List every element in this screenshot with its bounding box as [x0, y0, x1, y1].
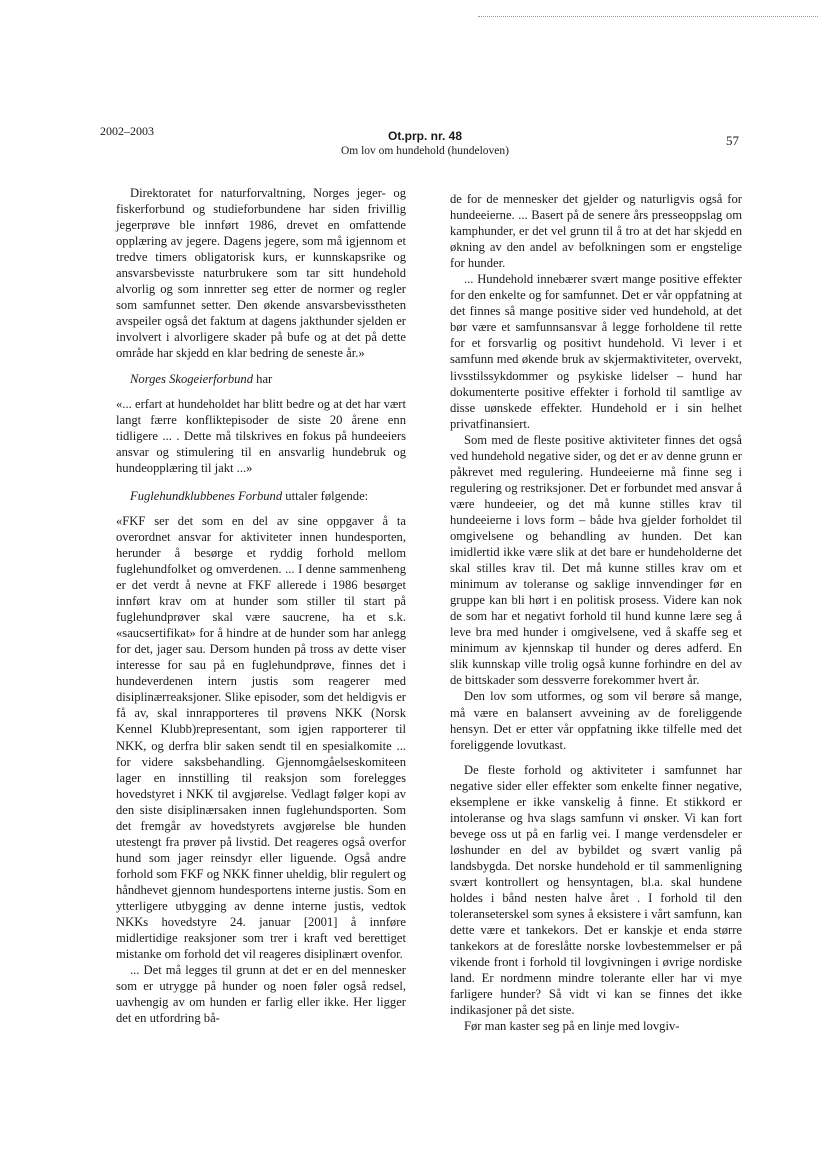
organization-name: Norges Skogeierforbund: [130, 371, 254, 386]
paragraph: ... Hundehold innebærer svært mange positive effekter for den enkelte og for samfunnet. Det er vår oppfatning at det finnes så mange positive sider ved hundehold, at det bør være et samfunnsansvar å legge forholdene til rette for et forsvarlig og positivt hundehold. Vi lever i et samfunn med økende bruk av skjermaktiviteter, overvekt, livsstilssykdommer og psykiske lidelser – hund har dokumenterte positive effekter i forhold til samtlige av disse uønskede effekter. Hundehold er i sin helhet privatfinansiert.: [450, 272, 742, 431]
session-years: 2002–2003: [100, 124, 154, 138]
paragraph: de for de mennesker det gjelder og naturligvis også for hundeeierne. ... Basert på de senere års presseoppslag om kamphunder, er det vel grunn til å tro at det har skjedd en økning av den andel av befolkningen som er engstelige for hunder.: [450, 192, 742, 271]
paragraph: Direktoratet for naturforvaltning, Norges jeger- og fiskerforbund og studieforbundene har siden frivillig jegerprøve ble innført 1986, drevet en omfattende opplæring av jegere. Dagens jegere, som må igjennom et tredve timers obligatorisk kurs, er kunnskapsrike og ansvarsbevisste naturbrukere som tar sitt hundehold alvorlig og som innretter seg etter de normer og regler som samfunnet setter. Den økende ansvarsbevisstheten avspeiler også det faktum at dagens jakthunder sjelden er involvert i alvorligere skader på bufe og at det på dette område har skjedd en klar bedring de seneste år.»: [116, 186, 406, 361]
page-number: 57: [726, 133, 739, 148]
paragraph-text: uttaler følgende:: [282, 488, 369, 503]
scan-artifact-line: [478, 16, 818, 17]
paragraph: Den lov som utformes, og som vil berøre så mange, må være en balansert avveining av de foreliggende hensyn. Det er etter vår oppfatning ikke tilfelle med det foreliggende lovutkast.: [450, 689, 742, 752]
document-title: Ot.prp. nr. 48: [387, 129, 462, 143]
quotation: «... erfart at hundeholdet har blitt bedre og at det har vært langt færre konfliktepisoder de siste 20 årene enn tidligere ... . Dette må tilskrives en fokus på hundeeiers ansvar og stimulering til en ansvarlig hundebruk og hundeopplæring til jakt ...»: [116, 396, 406, 475]
document-subtitle: Om lov om hundehold (hundeloven): [340, 145, 509, 157]
paragraph: [116, 488, 406, 504]
paragraph: Som med de fleste positive aktiviteter finnes det også ved hundehold negative sider, og det er av denne grunn er påkrevet med regulering. Hundeeierne må finne seg i regulering og restriksjoner. Det er forbundet med ansvar å være hundeeier, og det må kunne stilles krav til hundeeierne i lovs form – både hva gjelder forholdet til omgivelsene og behandling av hunden. Det kan imidlertid ikke være slik at det bare er hundeholderne det skal stilles krav til. Det må kunne stilles krav om et minimum av toleranse og saklige innvendinger før en gruppe kan bli hørt i en politisk prosess. Videre kan nok de som har et negativt forhold til hund kunne lære seg å leve bra med hunder i omgivelsene, ved å skaffe seg et minimum av kjennskap til hunder og deres adferd. En slik kunnskap ville trolig også kunne forhindre en del av de bittskader som dessverre forekommer hvert år.: [450, 432, 743, 688]
left-column: [116, 185, 406, 1026]
paragraph: ... Det må legges til grunn at det er en del mennesker som er utrygge på hunder og noen føler også redsel, uavhengig av om hunden er farlig eller ikke. Her ligger det en utfordring bå-: [116, 963, 406, 1026]
quotation: «FKF ser det som en del av sine oppgaver å ta overordnet ansvar for aktiviteter innen hundesporten, herunder å besørge et ryddig forhold mellom fuglehundfolket og omverdenen. ... I denne sammenheng er det verdt å nevne at FKF allerede i 1986 besørget innført krav om at hunder som stiller til start på fuglehundprøver skal være saucrene, ha et s.k. «saucsertifikat» for å hindre at de hunder som har anlegg for det, jager sau. Dersom hunden på tross av dette viser interesse for sau på en fuglehundprøve, finnes det i hundeverdenen intern justis som reagerer med disiplinærreaksjoner. Slike episoder, som det heldigvis er få av, skal innrapporteres til prøvens NKK (Norsk Kennel Klubb)representant, som igjen rapporterer til NKK, og derfra blir saken sendt til en spesialkomite ... for videre saksbehandling. Gjennomgåelseskomiteen lager en innstilling til reaksjon som forelegges hovedstyret i NKK til avgjørelse. Vedlagt følger kopi av den siste disiplinærsaken innen fuglehundsporten. Som det fremgår av hovedstyrets avgjørelse ble hunden utestengt fra prøver på livstid. Det reageres også overfor hund som jager reinsdyr eller liguende. Også andre forhold som FKF og NKK finner uheldig, blir regulert og håndhevet gjennom hundesportens interne justis. Som en ytterligere utbygging av denne interne justis, vedtok NKKs hovedstyre 24. januar [2001] å innføre midlertidige reaksjoner som trer i kraft ved berettiget mistanke om forhold det vil reageres disiplinært ovenfor.: [116, 513, 406, 962]
running-header: [300, 129, 550, 159]
right-column: [450, 191, 742, 1034]
organization-name: Fuglehundklubbenes Forbund: [130, 488, 283, 503]
paragraph: [116, 371, 406, 387]
paragraph: Før man kaster seg på en linje med lovgiv-: [464, 1019, 680, 1034]
paragraph-text: har: [253, 371, 273, 386]
paragraph: De fleste forhold og aktiviteter i samfunnet har negative sider eller effekter som enkelte finner negative, eksemplene er ikke vanskelig å finne. Et stikkord er intoleranse og hva slags samfunn vi ønsker. Vi kan fort bevege oss ut på en farlig vei. I mange verdensdeler er løshunder en del av bybildet og svært vanlig på landsbygda. Det norske hundehold er til sammenligning svært kontrollert og hensyntagen, bl.a. skal hundene holdes i bånd nesten halve året . I forhold til den toleranseterskel som synes å eksistere i vårt samfunn, kan dette være et tankekors. Det er kanskje et enda større tankekors at de foreslåtte norske lovbestemmelser er på vikende front i forhold til lovgivningen i øvrige nordiske land. Er nordmenn mindre tolerante eller har vi mye farligere hunder? Så vidt vi kan se finnes det ikke indikasjoner på det siste.: [450, 762, 742, 1018]
